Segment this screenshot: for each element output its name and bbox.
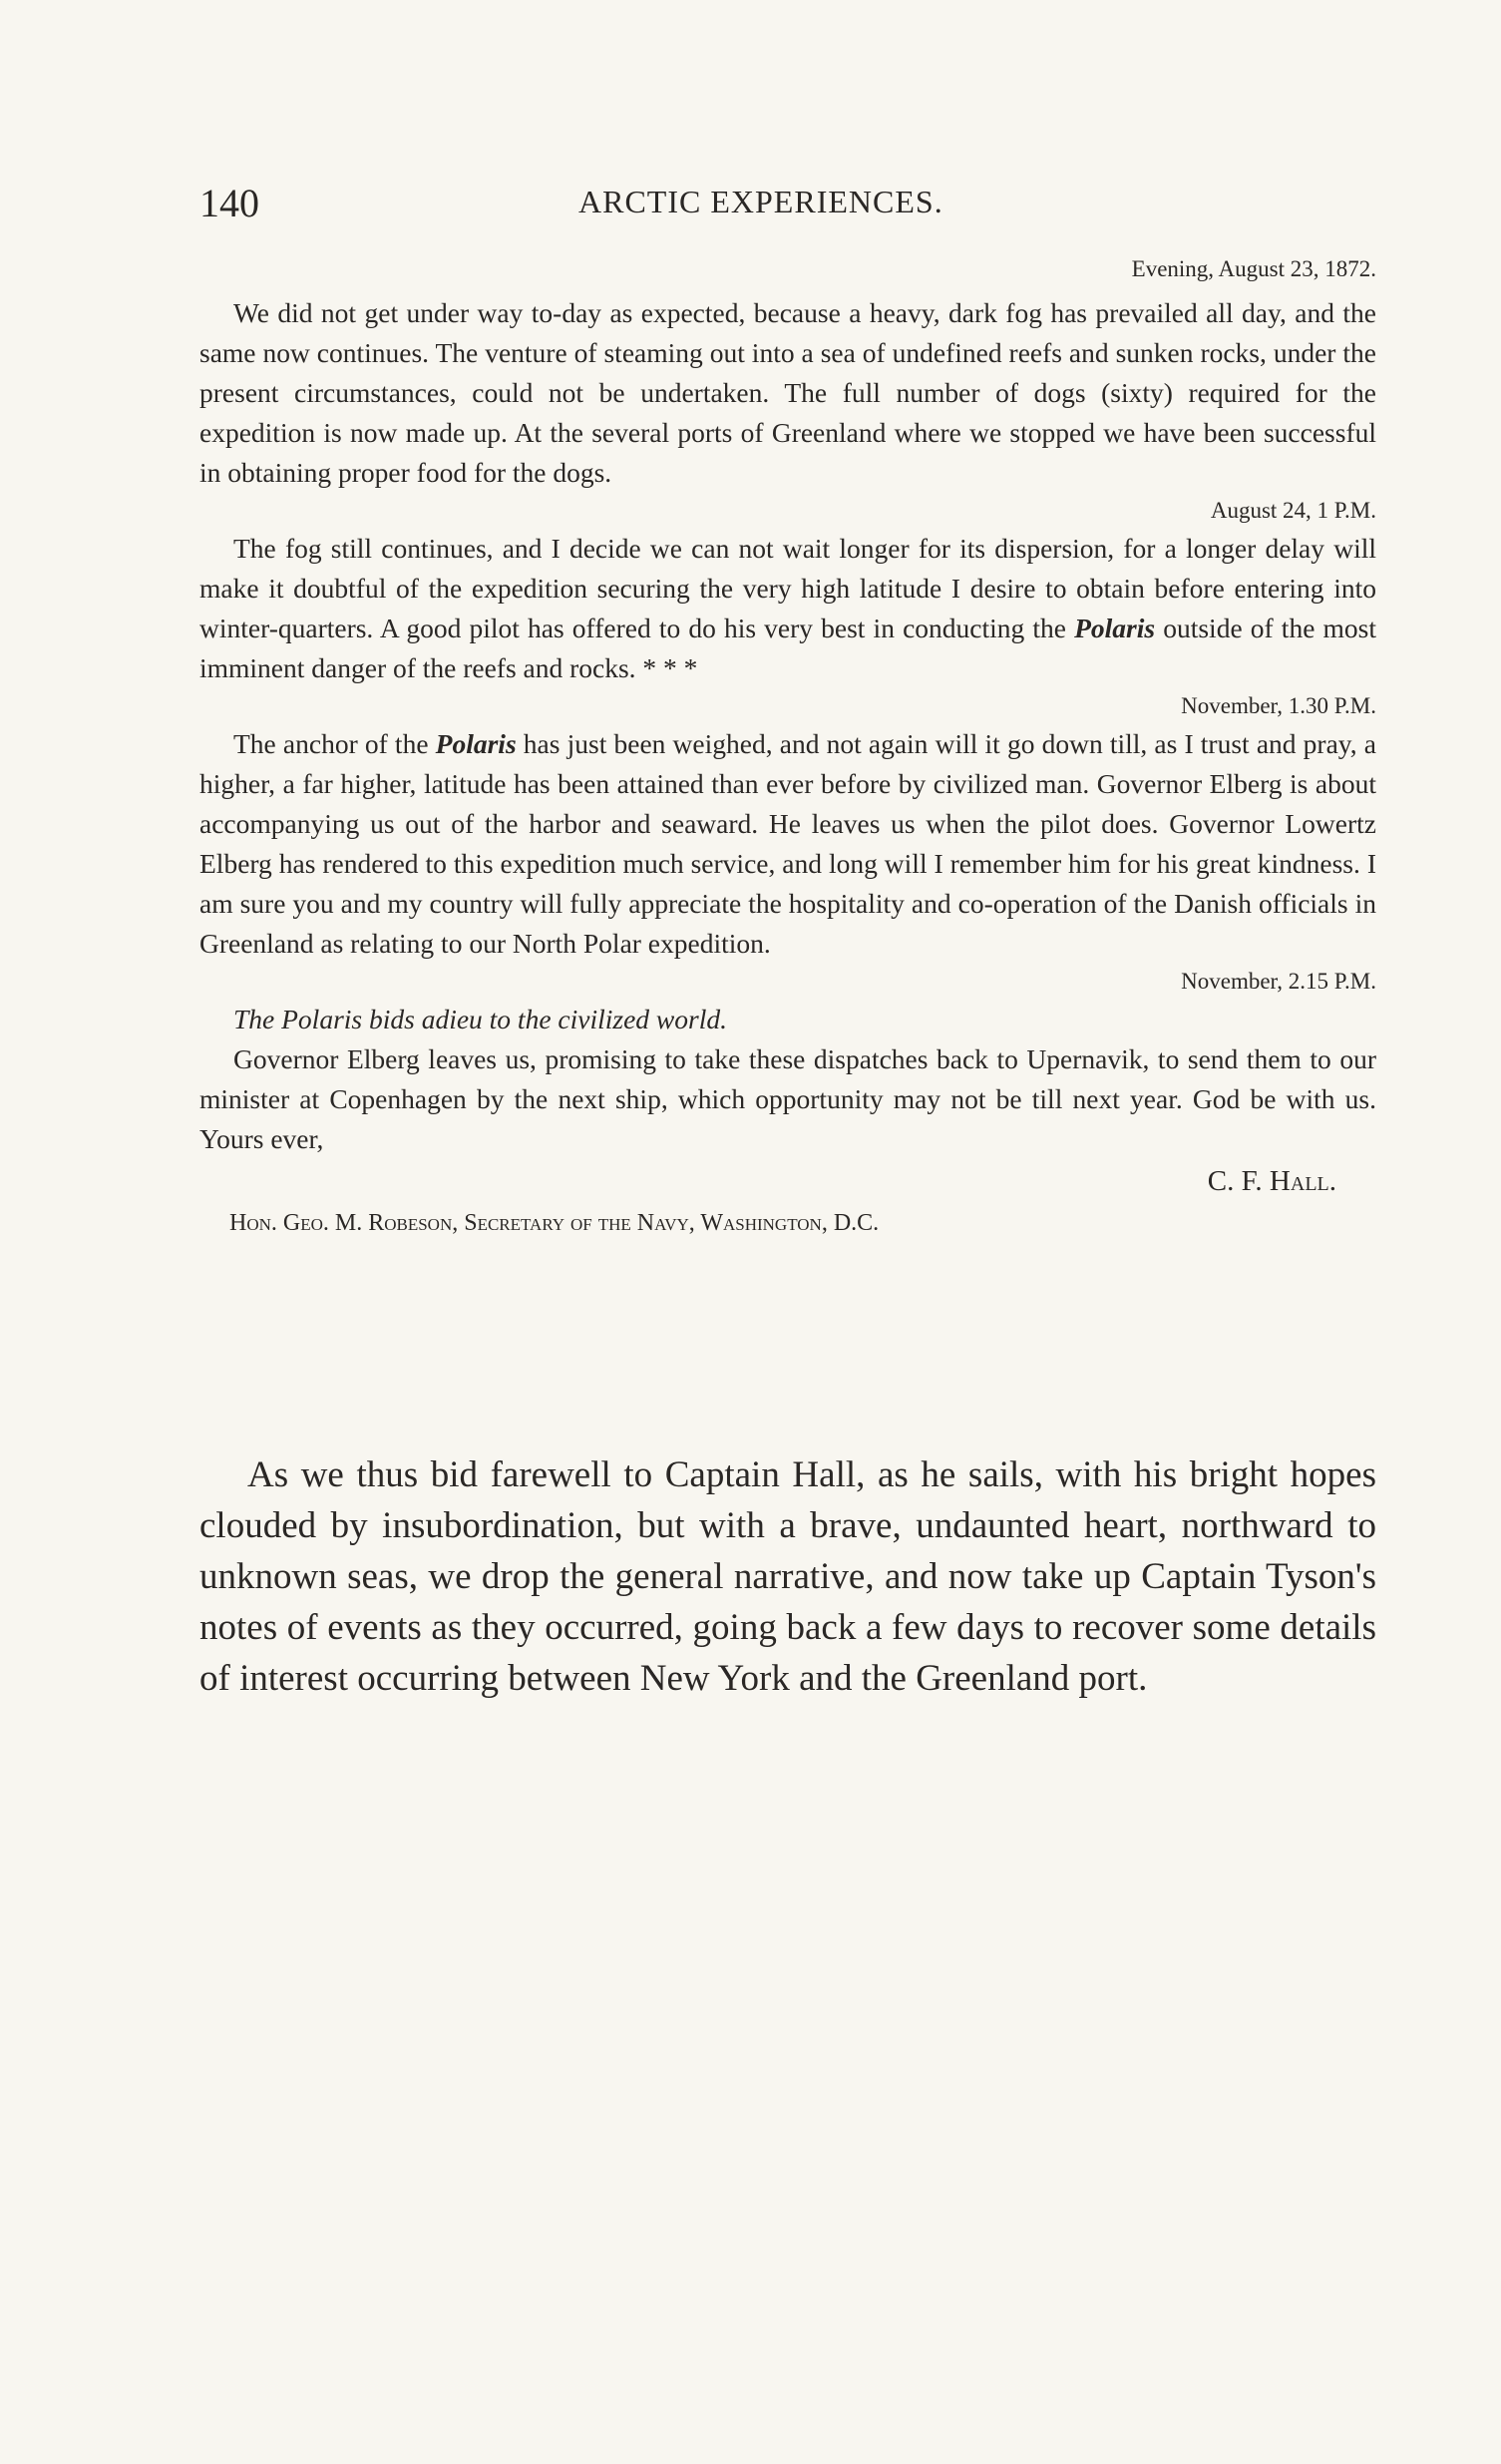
ship-name-polaris: Polaris xyxy=(435,728,517,759)
dateline-august-23: Evening, August 23, 1872. xyxy=(1131,256,1376,281)
dateline-november-215: November, 2.15 P.M. xyxy=(1181,969,1376,994)
letter-paragraph-1: We did not get under way to-day as expected, because a heavy, dark fog has prevailed all day, and the same now continues. The venture of steaming out into a sea of undefined reefs and sunken rocks, under the present circumstances, could not be undertaken. The full number of dogs (sixty) required for the expedition is now made up. At the several ports of Greenland where we stopped we have been successful in obtaining proper food for the dogs. xyxy=(199,297,1376,488)
page-header xyxy=(199,180,1376,229)
letter-excerpt xyxy=(199,251,1376,1243)
narrative-section xyxy=(199,1449,1376,1704)
paragraph-3-text-b: has just been weighed, and not again will it go down till, as I trust and pray, a higher, a far higher, latitude has been attained than ever before by civilized man. Governor Elberg is about accompanying us out of the harbor and seaward. He leaves us when the pilot does. Governor Lowertz Elberg has rendered to this expedition much service, and long will I remember him for his great kindness. I am sure you and my country will fully appreciate the hospitality and co-operation of the Danish officials in Greenland as relating to our North Polar expedition. xyxy=(199,728,1376,959)
paragraph-2-text-b: outside of the most imminent danger of the reefs and rocks. * * * xyxy=(199,613,1376,683)
letter-paragraph-4: Governor Elberg leaves us, promising to take these dispatches back to Upernavik, to send them to our minister at Copenhagen by the next ship, which opportunity may not be till next year. God be with us. Yours ever, xyxy=(199,1043,1376,1154)
signature: C. F. Hall. xyxy=(1207,1165,1336,1197)
dateline-november-130: November, 1.30 P.M. xyxy=(1181,693,1376,718)
paragraph-3-text-a: The anchor of the xyxy=(233,728,436,759)
ship-name-polaris: Polaris xyxy=(1074,613,1156,643)
letter-paragraph-3 xyxy=(199,724,1376,964)
addressee: Hon. Geo. M. Robeson, Secretary of the Navy, Washington, D.C. xyxy=(229,1210,880,1236)
paragraph-2-text-a: The fog still continues, and I decide we can not wait longer for its dispersion, for a longer delay will make it doubtful of the expedition securing the very high latitude I desire to obtain before entering into winter-quarters. A good pilot has offered to do his very best in conducting the xyxy=(199,533,1376,643)
narrative-paragraph: As we thus bid farewell to Captain Hall, as he sails, with his bright hopes clouded by insubordination, but with a brave, undaunted heart, northward to unknown seas, we drop the general narrative, and now take up Captain Tyson's notes of events as they occurred, going back a few days to recover some details of interest occurring between New York and the Greenland port. xyxy=(199,1454,1376,1699)
dateline-august-24: August 24, 1 P.M. xyxy=(1210,498,1376,523)
italic-heading: The Polaris bids adieu to the civilized world. xyxy=(233,1004,727,1034)
running-title: ARCTIC EXPERIENCES. xyxy=(578,184,943,219)
letter-paragraph-2 xyxy=(199,529,1376,688)
page-number: 140 xyxy=(199,181,259,225)
